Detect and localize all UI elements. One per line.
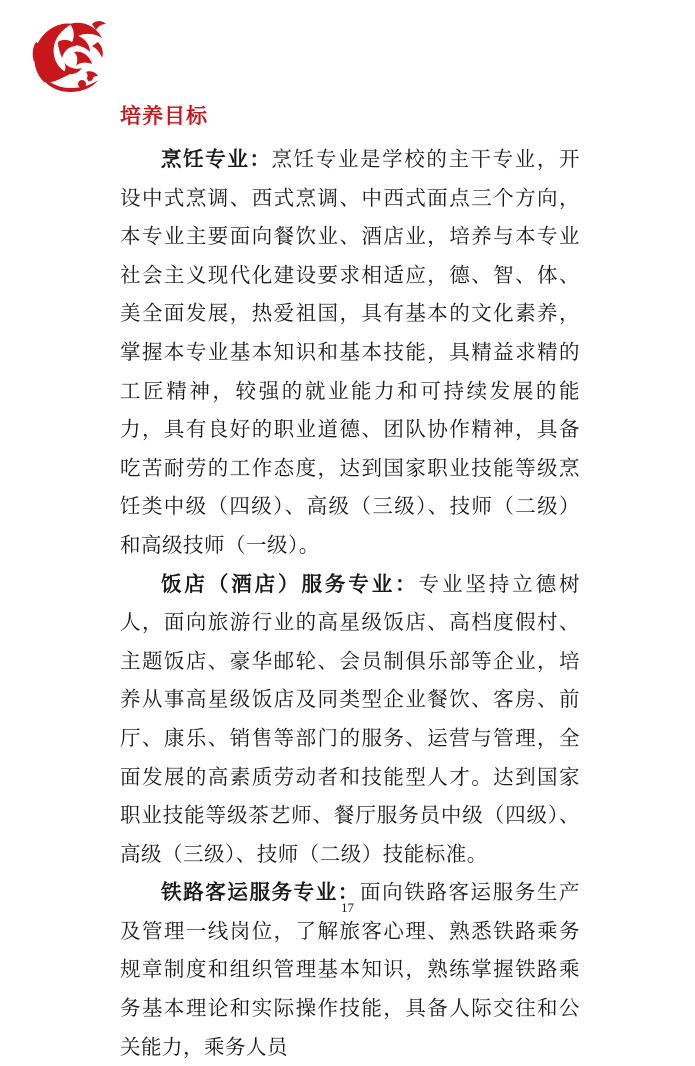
phoenix-logo-icon	[24, 12, 110, 98]
page-number: 17	[341, 900, 354, 915]
document-body	[120, 140, 580, 1066]
paragraph-culinary	[120, 140, 580, 565]
paragraph-text: 烹饪专业是学校的主干专业，开设中式烹调、西式烹调、中西式面点三个方向，本专业主要面向餐饮业、酒店业，培养与本专业社会主义现代化建设要求相适应，德、智、体、美全面发展，热爱祖国，具有基本的文化素养，掌握本专业基本知识和基本技能，具精益求精的工匠精神，较强的就业能力和可持续发展的能力，具有良好的职业道德、团队协作精神，具备吃苦耐劳的工作态度，达到国家职业技能等级烹饪类中级（四级）、高级（三级）、技师（二级）和高级技师（一级）。	[120, 147, 581, 557]
paragraph-lead: 烹饪专业：	[161, 147, 272, 171]
paragraph-hotel-service	[120, 565, 580, 874]
section-heading: 培养目标	[120, 103, 208, 128]
paragraph-text: 专业坚持立德树人，面向旅游行业的高星级饭店、高档度假村、主题饭店、豪华邮轮、会员制俱乐部等企业，培养从事高星级饭店及同类型企业餐饮、客房、前厅、康乐、销售等部门的服务、运营与管理，全面发展的高素质劳动者和技能型人才。达到国家职业技能等级茶艺师、餐厅服务员中级（四级）、高级（三级）、技师（二级）技能标准。	[120, 571, 581, 866]
paragraph-lead: 饭店（酒店）服务专业：	[161, 571, 419, 596]
paragraph-text: 面向铁路客运服务生产及管理一线岗位，了解旅客心理、熟悉铁路乘务规章制度和组织管理基本知识，熟练掌握铁路乘务基本理论和实际操作技能，具备人际交往和公关能力，乘务人员	[120, 880, 580, 1059]
paragraph-lead: 铁路客运服务专业：	[161, 880, 360, 905]
